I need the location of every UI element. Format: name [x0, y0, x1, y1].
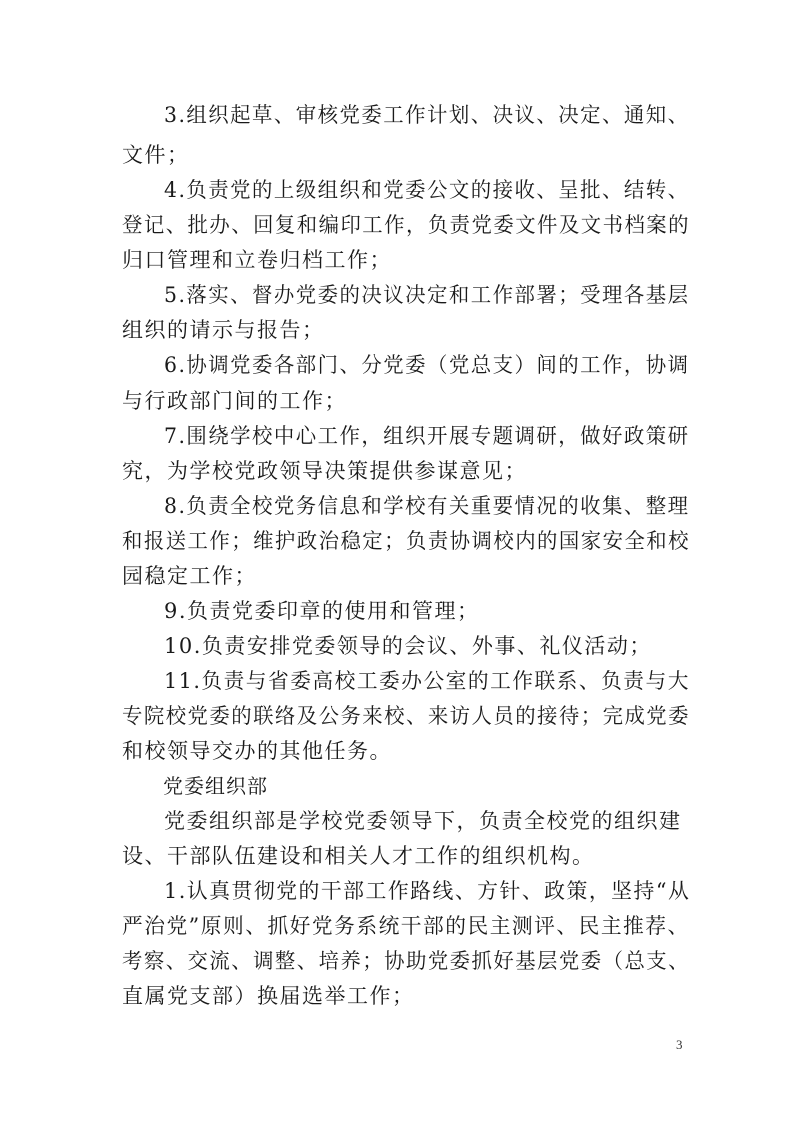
text-line: 6.协调党委各部门、分党委（党总支）间的工作，协调 [164, 353, 690, 377]
text-line: 5.落实、督办党委的决议决定和工作部署；受理各基层 [164, 283, 690, 307]
text-line: 组织的请示与报告； [122, 318, 325, 342]
text-line: 归口管理和立卷归档工作； [122, 248, 392, 272]
text-line: 考察、交流、调整、培养；协助党委抓好基层党委（总支、 [122, 949, 690, 973]
text-line: 专院校党委的联络及公务来校、来访人员的接待；完成党委 [122, 704, 690, 728]
text-line: 10.负责安排党委领导的会议、外事、礼仪活动； [164, 634, 652, 658]
section-heading: 党委组织部 [163, 774, 268, 798]
text-line: 直属党支部）换届选举工作； [122, 984, 415, 1008]
text-line: 8.负责全校党务信息和学校有关重要情况的收集、整理 [164, 494, 690, 518]
text-line: 3.组织起草、审核党委工作计划、决议、决定、通知、 [164, 103, 690, 127]
text-line: 党委组织部是学校党委领导下，负责全校党的组织建 [164, 809, 682, 833]
text-line: 严治党”原则、抓好党务系统干部的民主测评、民主推荐、 [122, 914, 690, 938]
text-line: 和报送工作；维护政治稳定；负责协调校内的国家安全和校 [122, 529, 690, 553]
text-line: 与行政部门间的工作； [122, 389, 347, 413]
text-line: 园稳定工作； [122, 564, 257, 588]
page-number: 3 [676, 1037, 683, 1052]
text-line: 9.负责党委印章的使用和管理； [164, 599, 480, 623]
text-line: 登记、批办、回复和编印工作，负责党委文件及文书档案的 [122, 213, 690, 237]
text-line: 设、干部队伍建设和相关人才工作的组织机构。 [122, 844, 595, 868]
text-line: 1.认真贯彻党的干部工作路线、方针、政策，坚持“从 [164, 879, 691, 903]
text-line: 文件； [122, 143, 190, 167]
text-line: 究，为学校党政领导决策提供参谋意见； [122, 459, 527, 483]
text-line: 11.负责与省委高校工委办公室的工作联系、负责与大 [164, 669, 690, 693]
text-line: 7.围绕学校中心工作，组织开展专题调研，做好政策研 [164, 424, 690, 448]
text-line: 4.负责党的上级组织和党委公文的接收、呈批、结转、 [164, 178, 690, 202]
text-line: 和校领导交办的其他任务。 [122, 739, 392, 763]
